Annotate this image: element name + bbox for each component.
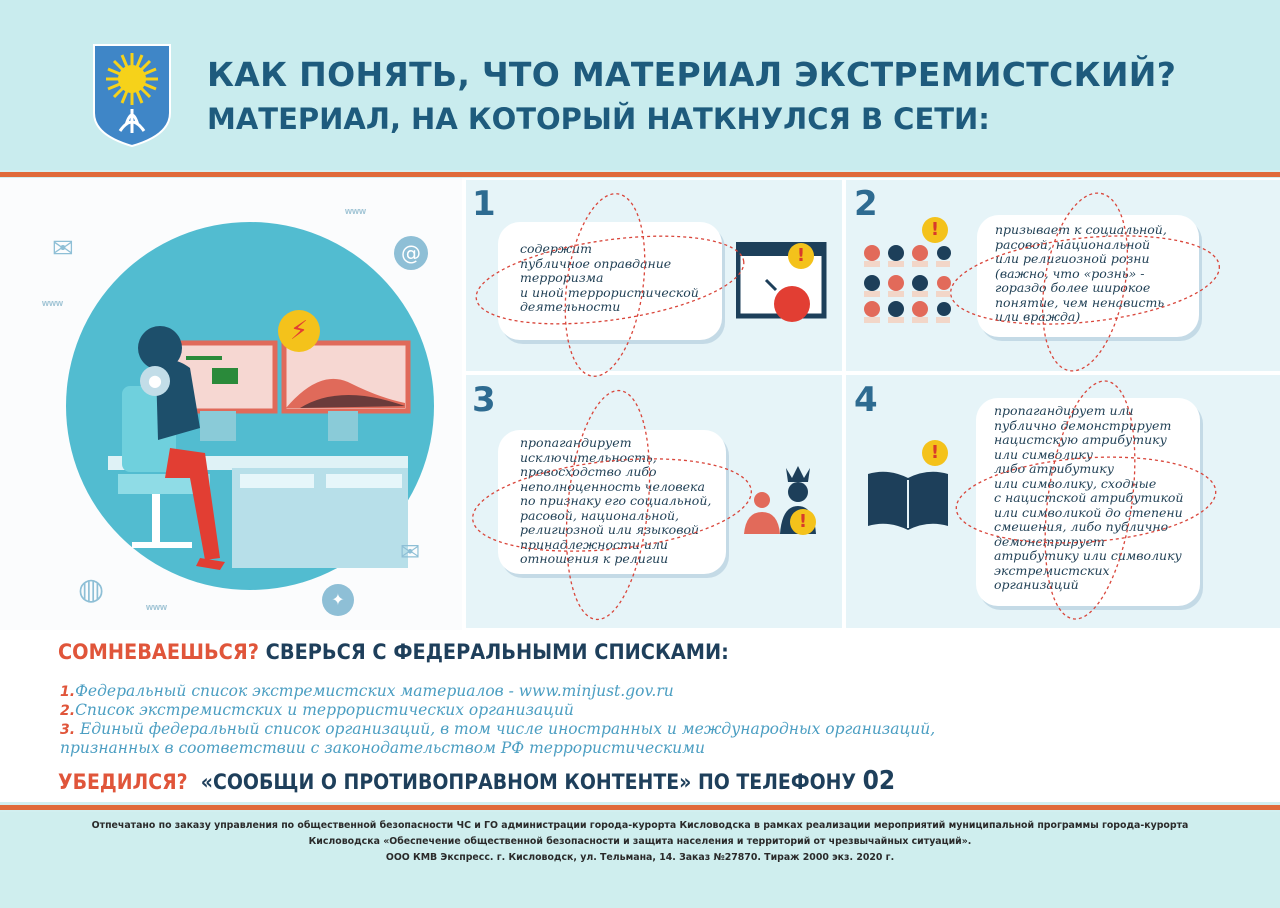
criterion-line: (важно, что «рознь» - (995, 265, 1145, 281)
criterion-line: либо атрибутику (994, 461, 1114, 476)
open-book-icon (866, 466, 950, 537)
criterion-line: терроризма (520, 270, 604, 285)
criterion-bubble-2 (977, 215, 1199, 337)
criterion-line: атрибутику или символику (994, 548, 1182, 563)
coat-of-arms-icon (92, 43, 172, 148)
globe-cursor-icon: ◍ (78, 572, 105, 607)
list-number: 3. (60, 722, 76, 738)
confirm-text: «СООБЩИ О ПРОТИВОПРАВНОМ КОНТЕНТЕ» ПО ТЕЛЕФОНУ (200, 770, 857, 794)
criterion-line: принадлежности или (520, 536, 668, 552)
page-subtitle: МАТЕРИАЛ, НА КОТОРЫЙ НАТКНУЛСЯ В СЕТИ: (207, 102, 990, 136)
list-item (60, 720, 935, 738)
criterion-line: превосходство либо (520, 464, 657, 479)
www-label: www (345, 206, 367, 216)
criterion-bubble-4 (976, 398, 1200, 606)
list-item-continuation: признанных в соответствии с законодательством РФ террористическими (60, 739, 705, 757)
criterion-line: демонстрирует (994, 533, 1105, 549)
list-text: Федеральный список экстремистских материалов - www.minjust.gov.ru (75, 682, 674, 700)
warning-icon: ! (788, 243, 814, 269)
bomb-icon: ● (140, 366, 170, 396)
criterion-line: смешения, либо публично (994, 519, 1169, 534)
criterion-line: или символику, сходные (994, 475, 1157, 491)
criterion-line: нацистскую атрибутику (994, 432, 1167, 447)
criterion-line: или религиозной розни (995, 251, 1150, 266)
illustration-panel (0, 178, 462, 630)
confirm-question: УБЕДИЛСЯ? (58, 770, 188, 794)
criterion-line: по признаку его социальной, (520, 493, 712, 508)
divider-bottom (0, 805, 1280, 810)
phone-number: 02 (862, 766, 896, 796)
criterion-number: 3 (472, 380, 496, 420)
warning-icon: ! (922, 440, 948, 466)
criterion-line: деятельности (520, 299, 621, 314)
doubt-question: СОМНЕВАЕШЬСЯ? (58, 640, 259, 664)
criterion-line: призывает к социальной, (995, 222, 1167, 237)
criterion-line: экстремистских (994, 562, 1110, 578)
criterion-line: неполноценность человека (520, 478, 705, 494)
warning-icon: ! (922, 217, 948, 243)
criterion-line: расовой, национальной, (520, 507, 679, 523)
doubt-heading (58, 640, 729, 664)
doubt-text: СВЕРЬСЯ С ФЕДЕРАЛЬНЫМИ СПИСКАМИ: (265, 640, 729, 664)
criterion-line: гораздо более широкое (995, 280, 1151, 295)
footer-line: Отпечатано по заказу управления по общественной безопасности ЧС и ГО администрации города-курорта Кисловодска в рамках реализации мероприятий муниципальной программы города-курорта (91, 820, 1189, 831)
criterion-number: 4 (854, 380, 878, 420)
criterion-line: публичное оправдание (520, 255, 672, 271)
criterion-line: с нацистской атрибутикой (994, 490, 1184, 505)
www-label: www (146, 602, 168, 612)
criterion-number: 2 (854, 184, 878, 224)
criterion-line: исключительность, (520, 449, 657, 465)
crowd-people-icon (860, 243, 952, 332)
criterion-line: пропагандирует или (994, 403, 1134, 418)
criterion-line: и иной террористической (520, 284, 699, 300)
criterion-line: религиозной или языковой (520, 522, 700, 537)
criterion-bubble-1 (498, 222, 722, 340)
warning-icon: ! (790, 509, 816, 535)
footer-line: ООО КМВ Экспресс. г. Кисловодск, ул. Тельмана, 14. Заказ №27870. Тираж 2000 экз. 2020 г. (385, 852, 895, 863)
list-item (60, 682, 674, 700)
divider-top (0, 172, 1280, 177)
criterion-bubble-3 (498, 430, 726, 574)
list-item (60, 701, 574, 719)
mail-icon: ✉ (400, 538, 421, 566)
lightning-icon: ⚡ (278, 310, 320, 352)
criterion-line: понятие, чем ненависть (995, 294, 1165, 310)
criterion-line: или символику (994, 446, 1093, 462)
at-icon: @ (394, 236, 428, 270)
criterion-line: отношения к религии (520, 551, 669, 566)
page-title: КАК ПОНЯТЬ, ЧТО МАТЕРИАЛ ЭКСТРЕМИСТСКИЙ? (207, 55, 1177, 94)
list-text: Список экстремистских и террористических организаций (75, 701, 574, 719)
list-number: 1. (60, 684, 76, 700)
chat-icon: ✉ (52, 234, 74, 264)
list-number: 2. (60, 703, 76, 719)
criterion-number: 1 (472, 184, 496, 224)
criterion-line: содержит (520, 241, 592, 256)
criterion-line: расовой, национальной (995, 236, 1151, 252)
criterion-line: или вражда) (995, 309, 1081, 324)
twitter-icon: ✦ (322, 584, 354, 616)
www-label: www (42, 298, 64, 308)
criterion-line: или символикой до степени (994, 504, 1183, 520)
criterion-line: пропагандирует (520, 435, 632, 450)
confirm-heading (58, 766, 895, 796)
list-text: Единый федеральный список организаций, в том числе иностранных и международных организаций, (80, 720, 936, 738)
criterion-line: организаций (994, 577, 1079, 592)
browser-bomb-icon (736, 242, 828, 331)
footer-line: Кисловодска «Обеспечение общественной безопасности и защита населения и территорий от чрезвычайных ситуаций». (308, 836, 972, 847)
criterion-line: публично демонстрирует (994, 417, 1172, 433)
